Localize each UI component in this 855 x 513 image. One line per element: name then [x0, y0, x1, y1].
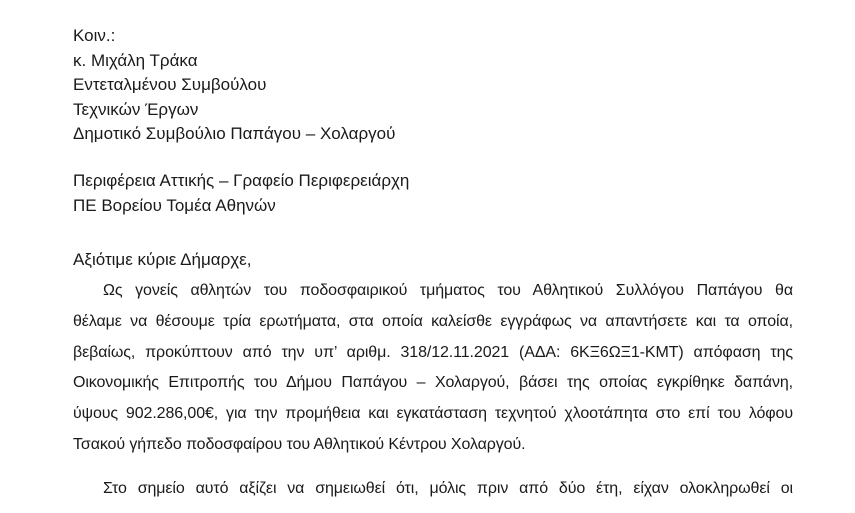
- cc-line: Δημοτικό Συμβούλιο Παπάγου – Χολαργού: [73, 124, 396, 144]
- recipient-line: Περιφέρεια Αττικής – Γραφείο Περιφερειάρχη: [73, 171, 410, 190]
- salutation: Αξιότιμε κύριε Δήμαρχε,: [73, 250, 252, 269]
- cc-line: κ. Μιχάλη Τράκα: [73, 50, 198, 70]
- paragraph-line: θέλαμε να θέσουμε τρία ερωτήματα, στα οποία καλείσθε εγγράφως να απαντήσετε και τα οποία,: [73, 312, 793, 330]
- body-paragraph-2: [73, 474, 793, 505]
- body-paragraph-1: [73, 276, 793, 461]
- paragraph-line: βεβαίως, προκύπτουν από την υπ’ αριθμ. 318/12.11.2021 (ΑΔΑ: 6ΚΞ6ΩΞ1-ΚΜΤ) απόφαση της: [73, 343, 793, 361]
- cc-line: Κοιν.:: [73, 26, 116, 45]
- paragraph-line: Στο σημείο αυτό αξίζει να σημειωθεί ότι, μόλις πριν από δύο έτη, είχαν ολοκληρωθεί οι: [103, 479, 793, 497]
- cc-line: Εντεταλμένου Συμβούλου: [73, 75, 267, 95]
- paragraph-line: Οικονομικής Επιτροπής του Δήμου Παπάγου – Χολαργού, βάσει της οποίας εγκρίθηκε δαπάνη,: [73, 374, 793, 392]
- body-text: [73, 276, 793, 505]
- paragraph-line: ύψους 902.286,00€, για την προμήθεια και εγκατάσταση τεχνητού χλοοτάπητα στο επί του λόφου: [73, 405, 793, 423]
- cc-line: Τεχνικών Έργων: [73, 99, 199, 119]
- cc-block: [73, 24, 793, 147]
- paragraph-line: Ως γονείς αθλητών του ποδοσφαιρικού τμήματος του Αθλητικού Συλλόγου Παπάγου θα: [103, 282, 793, 299]
- paragraph-line: Τσακού γήπεδο ποδοσφαίρου του Αθλητικού Κέντρου Χολαργού.: [73, 435, 526, 453]
- recipient-block: [73, 169, 793, 218]
- recipient-line: ΠΕ Βορείου Τομέα Αθηνών: [73, 195, 276, 215]
